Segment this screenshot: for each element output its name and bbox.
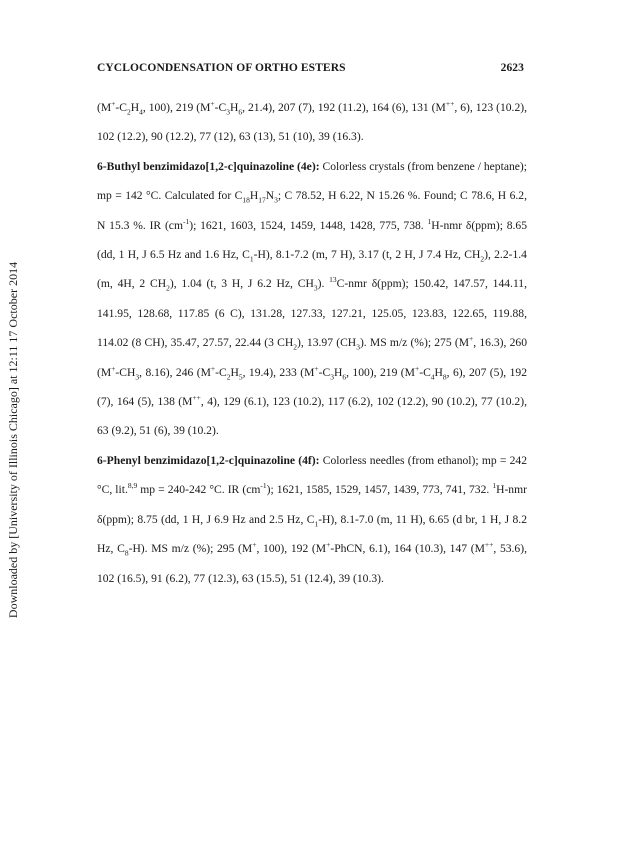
page-number: 2623 <box>500 62 524 74</box>
running-header <box>97 62 524 74</box>
compound-4f-title: 6-Phenyl benzimidazo[1,2-c]quinazoline (4f): <box>97 453 320 467</box>
compound-4f-data: Colorless needles (from ethanol); mp = 242 °C, lit.$^{8,9}$ mp = 240-242 °C. IR $(cm^{-1})$; 1621, 1585, 1529, 1457, 1439, 773, 741, 732. $^1$H-nmr δ(ppm); 8.75 (dd, 1 H, J 6.9 Hz and 2.5 Hz, $C_1-H$), 8.1-7.0 (m, 11 H), 6.65 (d br, 1 H, J 8.2 Hz, $C_8-H$). MS m/z (%); 295 (M+, 100), 192 (M+-PhCN, 6.1), 164 (10.3), 147 (M++, 53.6), 102 (16.5), 91 (6.2), 77 (12.3), 63 (15.5), 51 (12.4), 39 (10.3). <box>97 453 528 585</box>
compound-4e-data: Colorless crystals (from benzene / heptane); mp = 142 °C. Calculated for $C_{18}H_{17}N_3$; C 78.52, H 6.22, N 15.26 %. Found; C 78.6, H 6.2, N 15.3 %. IR $(cm^{-1})$; 1621, 1603, 1524, 1459, 1448, 1428, 775, 738. $^1$H-nmr δ(ppm); 8.65 (dd, 1 H, J 6.5 Hz and 1.6 Hz, $C_1-H$), 8.1-7.2 (m, 7 H), 3.17 (t, 2 H, J 7.4 Hz, $CH_2$), 2.2-1.4 (m, 4H, 2 $CH_2$), 1.04 (t, 3 H, J 6.2 Hz, $CH_3$). $^{13}$C-nmr δ(ppm); 150.42, 147.57, 144.11, 141.95, 128.68, 117.85 (6 C), 131.28, 127.33, 127.21, 125.05, 123.83, 122.65, 119.88, 114.02 (8 CH), 35.47, 27.57, 22.44 (3 $CH_2$), 13.97 $(CH_3)$. MS m/z (%); 275 (M+, 16.3), 260 ($M^+-CH_3$, 8.16), 246 ($M^+-C_2H_5$, 19.4), 233 ($M^+-C_3H_6$, 100), 219 ($M^+-C_4H_8$, 6), 207 (5), 192 (7), 164 (5), 138 (M++, 4), 129 (6.1), 123 (10.2), 117 (6.2), 102 (12.2), 90 (10.2), 77 (10.2), 63 (9.2), 51 (6), 39 (10.2). <box>97 159 528 438</box>
paragraph-compound-4f <box>97 446 527 593</box>
download-watermark: Downloaded by [University of Illinois Chicago] at 12:11 17 October 2014 <box>6 261 20 619</box>
compound-4e-title: 6-Buthyl benzimidazo[1,2-c]quinazoline (4e): <box>97 159 320 173</box>
paragraph-ms-continuation: ($M^+-C_2H_4$, 100), 219 ($M^+-C_3H_6$, 21.4), 207 (7), 192 (11.2), 164 (6), 131 (M++, 6), 123 (10.2), 102 (12.2), 90 (12.2), 77 (12), 63 (13), 51 (10), 39 (16.3). <box>97 99 527 144</box>
paragraph-compound-4e <box>97 152 527 446</box>
article-body <box>97 93 527 593</box>
header-title: CYCLOCONDENSATION OF ORTHO ESTERS <box>97 62 346 74</box>
